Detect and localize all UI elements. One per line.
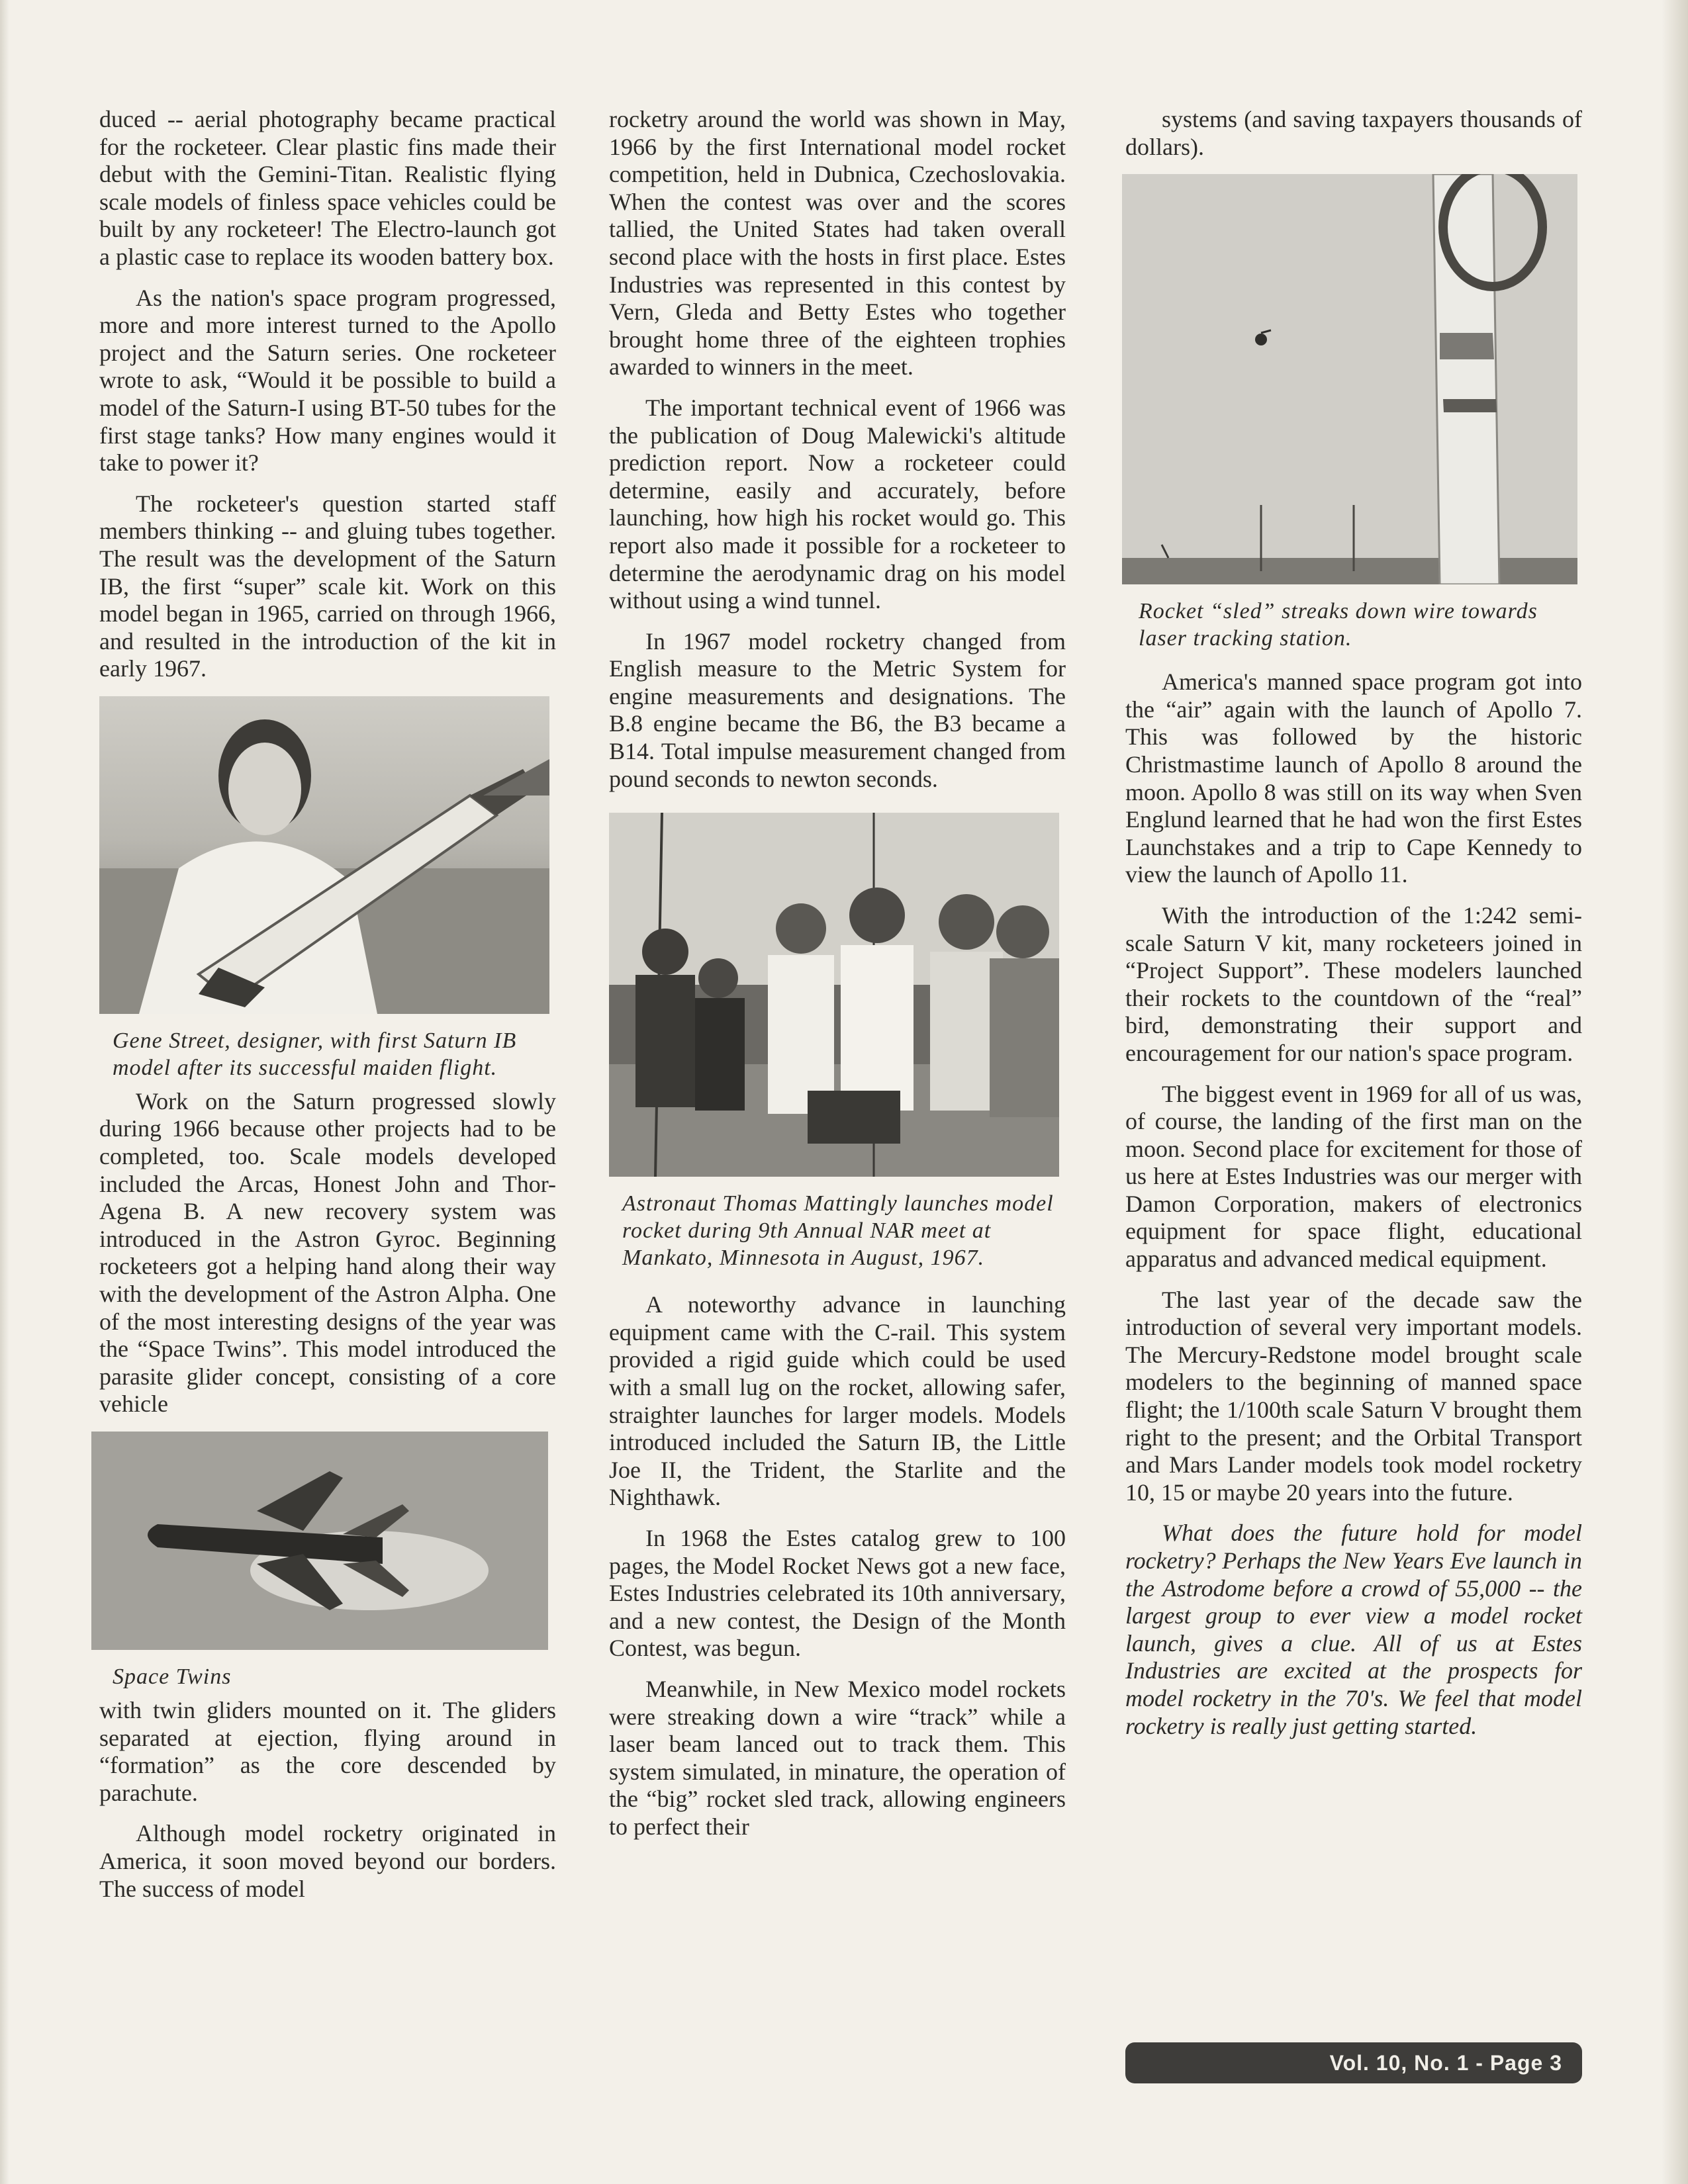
photo-caption: Gene Street, designer, with first Saturn IB model after its successful maiden flight. [113,1028,517,1080]
paragraph: In 1968 the Estes catalog grew to 100 pages, the Model Rocket News got a new face, Estes Industries celebrated its 10th anniversary, and a new contest, the Design of the Month Contest, was begun. [609,1525,1066,1662]
paragraph: The important technical event of 1966 was the publication of Doug Malewicki's altitude prediction report. Now a rocketeer could determine, easily and accurately, before launching, how high his rocket would go. This report also made it possible for a rocketeer to determine the aerodynamic drag on his model without using a wind tunnel. [609,394,1066,614]
photo-gene-street-saturn-ib [99,696,549,1014]
paragraph: Although model rocketry originated in America, it soon moved beyond our borders. The success of model [99,1820,556,1902]
photo-caption: Rocket “sled” streaks down wire towards laser tracking station. [1139,599,1538,651]
paragraph: America's manned space program got into the “air” again with the launch of Apollo 7. This was followed by the historic Christmastime launch of Apollo 8 around the moon. Apollo 8 was still on its way when Sven Englund learned that he had won the first Estes Launchstakes and a trip to Cape Kennedy to view the launch of Apollo 11. [1125,668,1582,888]
paragraph: The rocketeer's question started staff members thinking -- and gluing tubes together. The result was the development of the Saturn IB, the first “super” scale kit. Work on this model began in 1965, carried on through 1966, and resulted in the introduction of the kit in early 1967. [99,490,556,682]
column-3 [1125,106,1582,1753]
paragraph: rocketry around the world was shown in May, 1966 by the first International model rocket competition, held in Dubnica, Czechoslovakia. When the contest was over and the scores tallied, the United States had taken overall second place with the hosts in first place. Estes Industries was represented in this contest by Vern, Gleda and Betty Estes who together brought home three of the eighteen trophies awarded to winners in the meet. [609,106,1066,381]
paragraph: systems (and saving taxpayers thousands of dollars). [1125,106,1582,160]
paragraph: Work on the Saturn progressed slowly during 1966 because other projects had to be completed, too. Scale models developed included the Arcas, Honest John and Thor-Agena B. A new recovery system was introduced in the Astron Gyroc. Beginning rocketeers got a helping hand along their way with the development of the Astron Alpha. One of the most interesting designs of the year was the “Space Twins”. This model introduced the parasite glider concept, consisting of a core vehicle [99,1087,556,1418]
photo-caption: Space Twins [113,1664,232,1689]
column-1 [99,106,556,1916]
paragraph: The biggest event in 1969 for all of us was, of course, the landing of the first man on the moon. Second place for excitement for those of us here at Estes Industries was our merger with Damon Corporation, makers of electronics equipment for space flight, educational apparatus and advanced medical equipment. [1125,1080,1582,1273]
paragraph: In 1967 model rocketry changed from English measure to the Metric System for engine measurements and designations. The B.8 engine became the B6, the B3 became a B14. Total impulse measurement changed from pound seconds to newton seconds. [609,627,1066,792]
paragraph: A noteworthy advance in launching equipment came with the C-rail. This system provided a rigid guide which could be used with a small lug on the rocket, allowing safer, straighter launches for larger models. Models introduced included the Saturn IB, the Little Joe II, the Trident, the Starlite and the Nighthawk. [609,1291,1066,1511]
paragraph: duced -- aerial photography became practical for the rocketeer. Clear plastic fins made their debut with the Gemini-Titan. Realistic flying scale models of finless space vehicles could be built by any rocketeer! The Electro-launch got a plastic case to replace its wooden battery box. [99,106,556,270]
paragraph: As the nation's space program progressed, more and more interest turned to the Apollo project and the Saturn series. One rocketeer wrote to ask, “Would it be possible to build a model of the Saturn-I using BT-50 tubes for the first stage tanks? How many engines would it take to power it? [99,284,556,477]
paragraph: The last year of the decade saw the introduction of several very important models. The Mercury-Redstone model brought scale modelers to the beginning of manned space flight; the 1/100th scale Saturn V brought them right to the present; and the Orbital Transport and Mars Lander models took model rocketry 10, 15 or maybe 20 years into the future. [1125,1286,1582,1506]
paragraph: With the introduction of the 1:242 semi-scale Saturn V kit, many rocketeers joined in “Project Support”. These modelers launched their rockets to the countdown of the “real” bird, demonstrating their support and encouragement for our nation's space program. [1125,901,1582,1066]
paragraph-italic-closing: What does the future hold for model rocketry? Perhaps the New Years Eve launch in the Astrodome before a crowd of 55,000 -- the largest group to ever view a model rocket launch, gives a clue. All of us at Estes Industries are excited at the prospects for model rocketry in the 70's. We feel that model rocketry is really just getting started. [1125,1520,1582,1739]
photo-astronaut-mattingly [609,813,1059,1177]
footer-page-label: Vol. 10, No. 1 - Page 3 [1125,2042,1582,2083]
page-right-edge-shadow [1662,0,1688,2184]
paragraph: with twin gliders mounted on it. The gliders separated at ejection, flying around in “formation” as the core descended by parachute. [99,1697,556,1806]
page-left-edge-shadow [0,0,9,2184]
photo-space-twins [91,1432,548,1650]
photo-caption: Astronaut Thomas Mattingly launches model rocket during 9th Annual NAR meet at Mankato, Minnesota in August, 1967. [622,1191,1054,1271]
paragraph: Meanwhile, in New Mexico model rockets were streaking down a wire “track” while a laser beam lanced out to track them. This system simulated, in minature, the operation of the “big” rocket sled track, allowing engineers to perfect their [609,1675,1066,1840]
photo-rocket-sled-laser-station [1122,174,1577,584]
column-2 [609,106,1066,1854]
